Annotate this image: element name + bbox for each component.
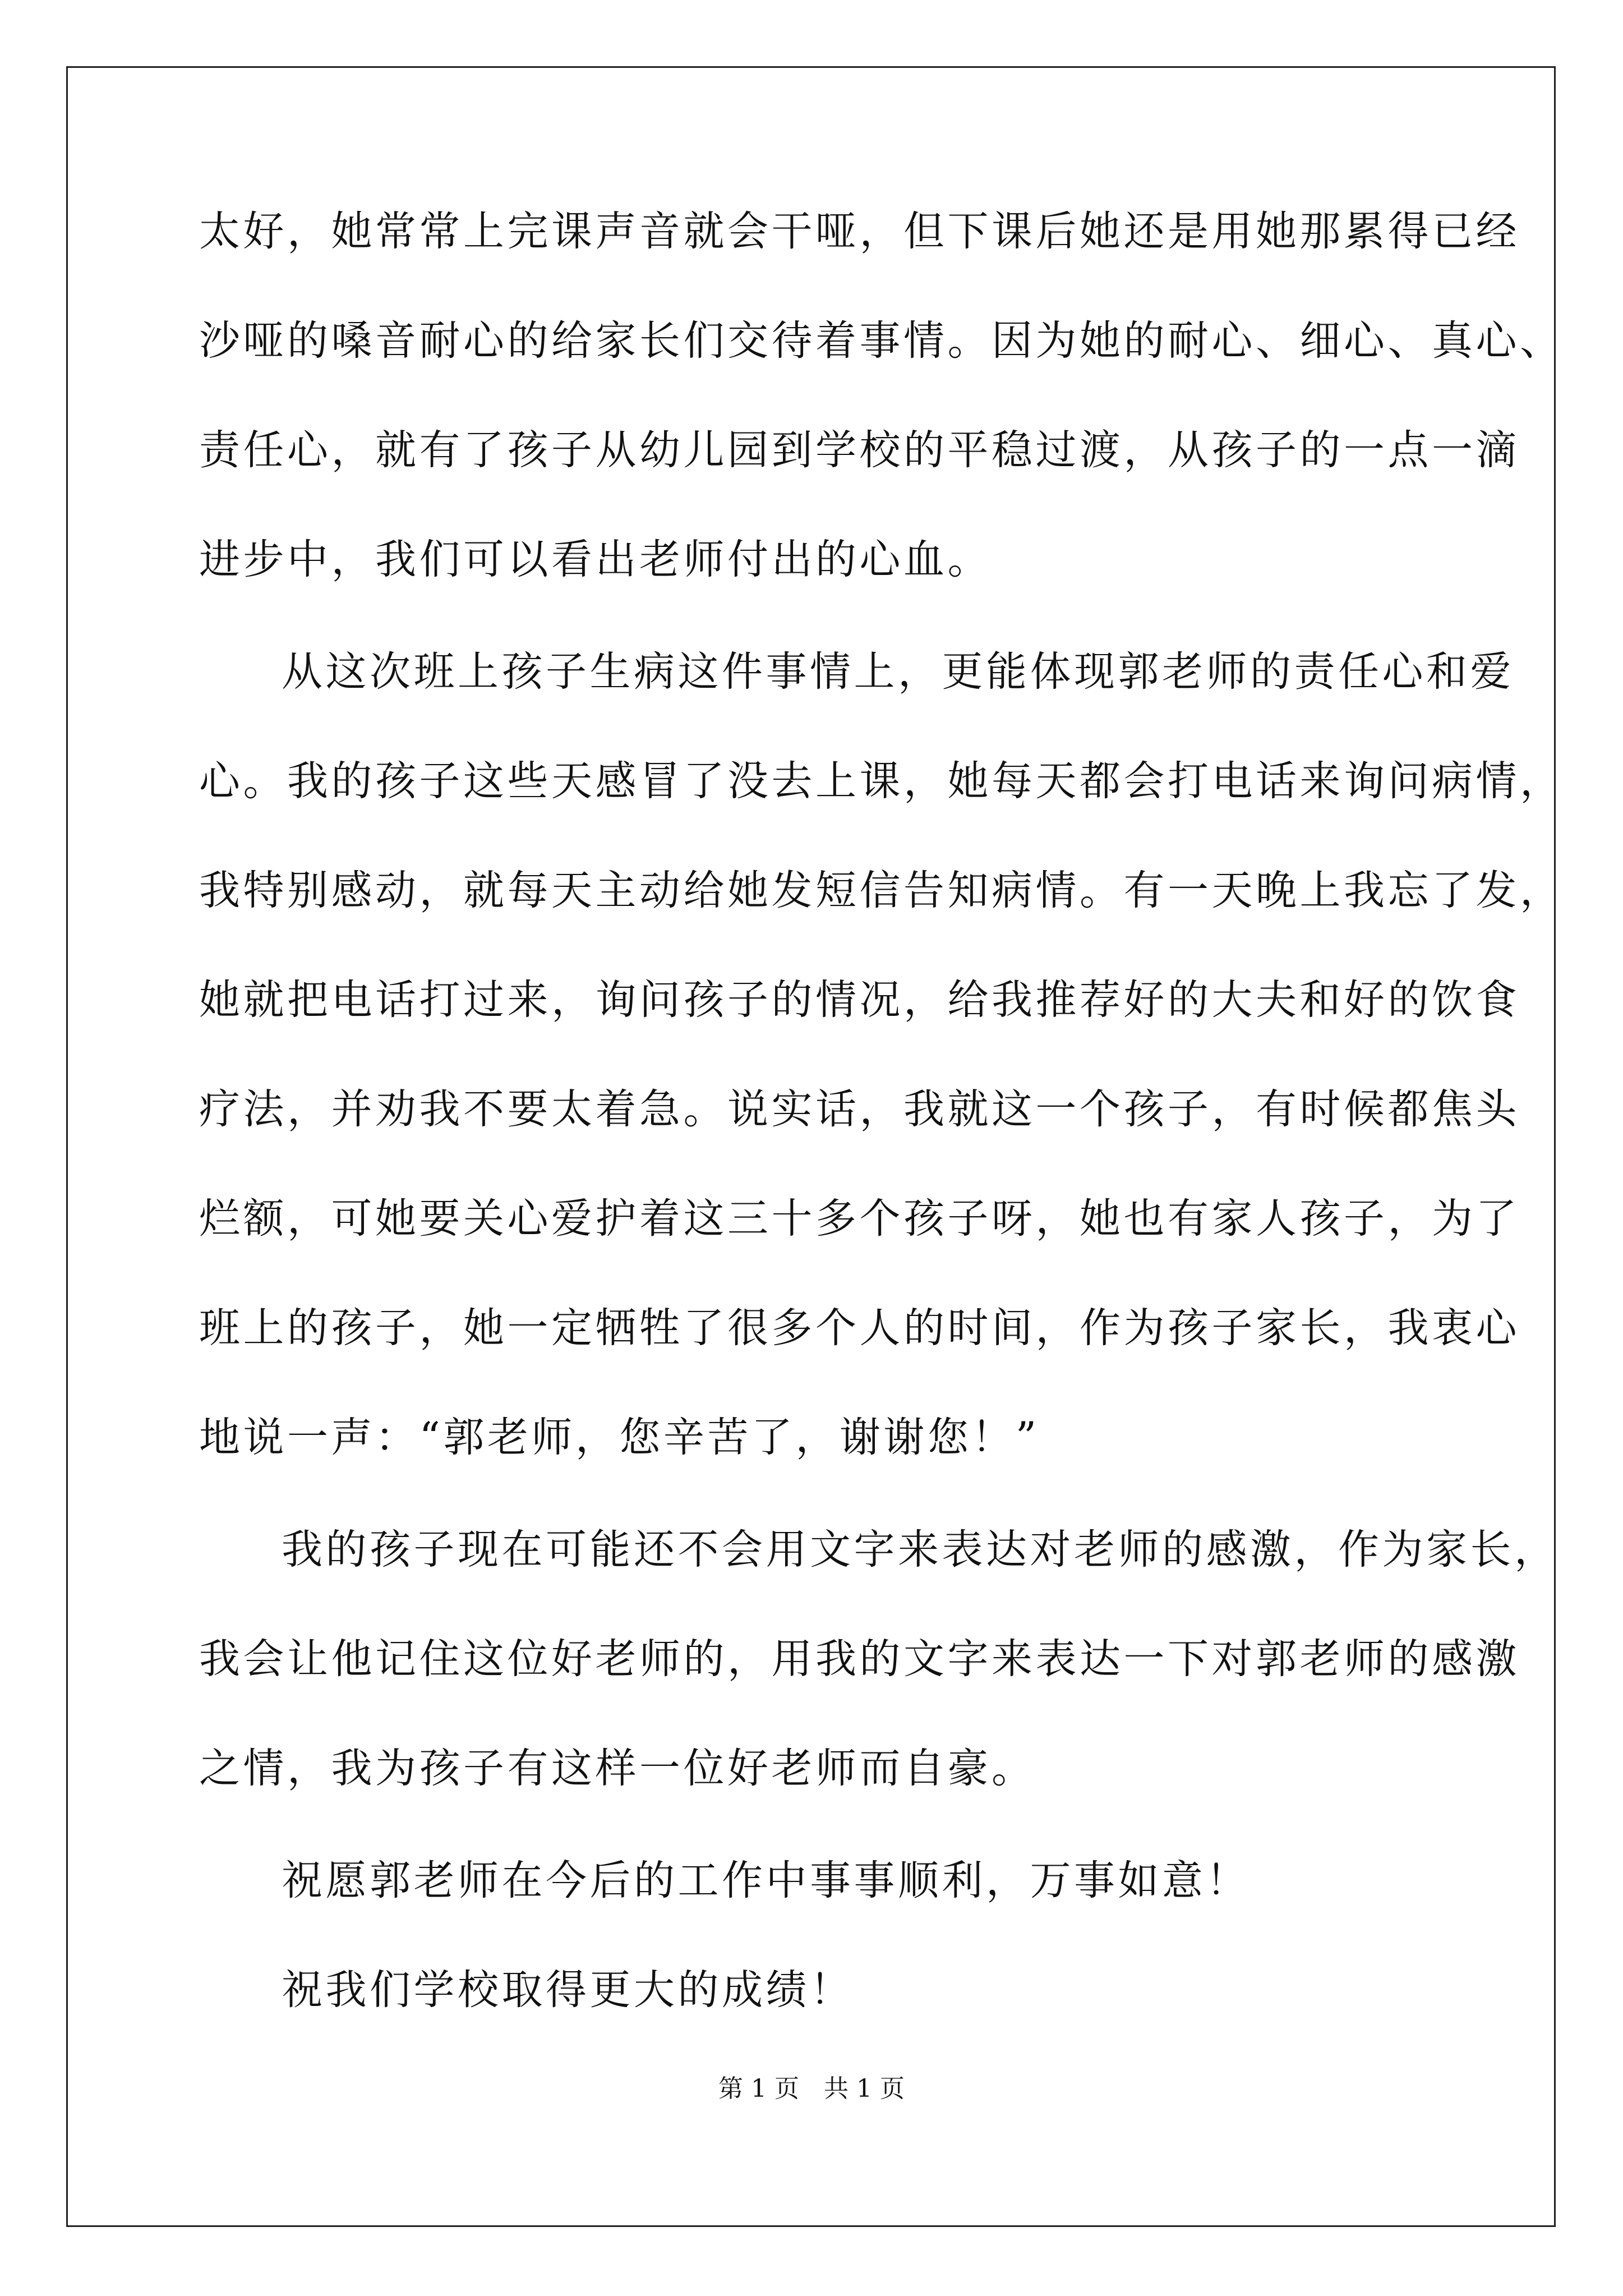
paragraph-first-line: 祝我们学校取得更大的成绩！ <box>282 1966 854 2014</box>
body-text-line: 班上的孩子，她一定牺牲了很多个人的时间，作为孩子家长，我衷心 <box>199 1304 1520 1352</box>
body-text-line: 之情，我为孩子有这样一位好老师而自豪。 <box>199 1745 1036 1792</box>
body-text-line: 责任心，就有了孩子从幼儿园到学校的平稳过渡，从孩子的一点一滴 <box>199 426 1520 474</box>
page-number-footer: 第 1 页 共 1 页 <box>718 2074 905 2103</box>
body-text-line: 心。我的孩子这些天感冒了没去上课，她每天都会打电话来询问病情， <box>199 757 1564 805</box>
paragraph-first-line: 从这次班上孩子生病这件事情上，更能体现郭老师的责任心和爱 <box>282 648 1514 696</box>
body-text-line: 地说一声：“郭老师，您辛苦了，谢谢您！” <box>199 1414 1040 1461</box>
body-text-line: 我特别感动，就每天主动给她发短信告知病情。有一天晚上我忘了发， <box>199 867 1564 914</box>
paragraph-first-line: 祝愿郭老师在今后的工作中事事顺利，万事如意！ <box>282 1857 1250 1904</box>
paragraph-first-line: 我的孩子现在可能还不会用文字来表达对老师的感激，作为家长， <box>282 1526 1559 1573</box>
body-text-line: 进步中，我们可以看出老师付出的心血。 <box>199 536 992 583</box>
body-text-line: 太好，她常常上完课声音就会干哑，但下课后她还是用她那累得已经 <box>199 208 1520 255</box>
body-text-line: 她就把电话打过来，询问孩子的情况，给我推荐好的大夫和好的饮食 <box>199 976 1520 1024</box>
body-text-line: 沙哑的嗓音耐心的给家长们交待着事情。因为她的耐心、细心、真心、 <box>199 317 1564 365</box>
body-text-line: 我会让他记住这位好老师的，用我的文字来表达一下对郭老师的感激 <box>199 1635 1520 1683</box>
body-text-line: 疗法，并劝我不要太着急。说实话，我就这一个孩子，有时候都焦头 <box>199 1085 1520 1133</box>
body-text-line: 烂额，可她要关心爱护着这三十多个孩子呀，她也有家人孩子，为了 <box>199 1195 1520 1243</box>
